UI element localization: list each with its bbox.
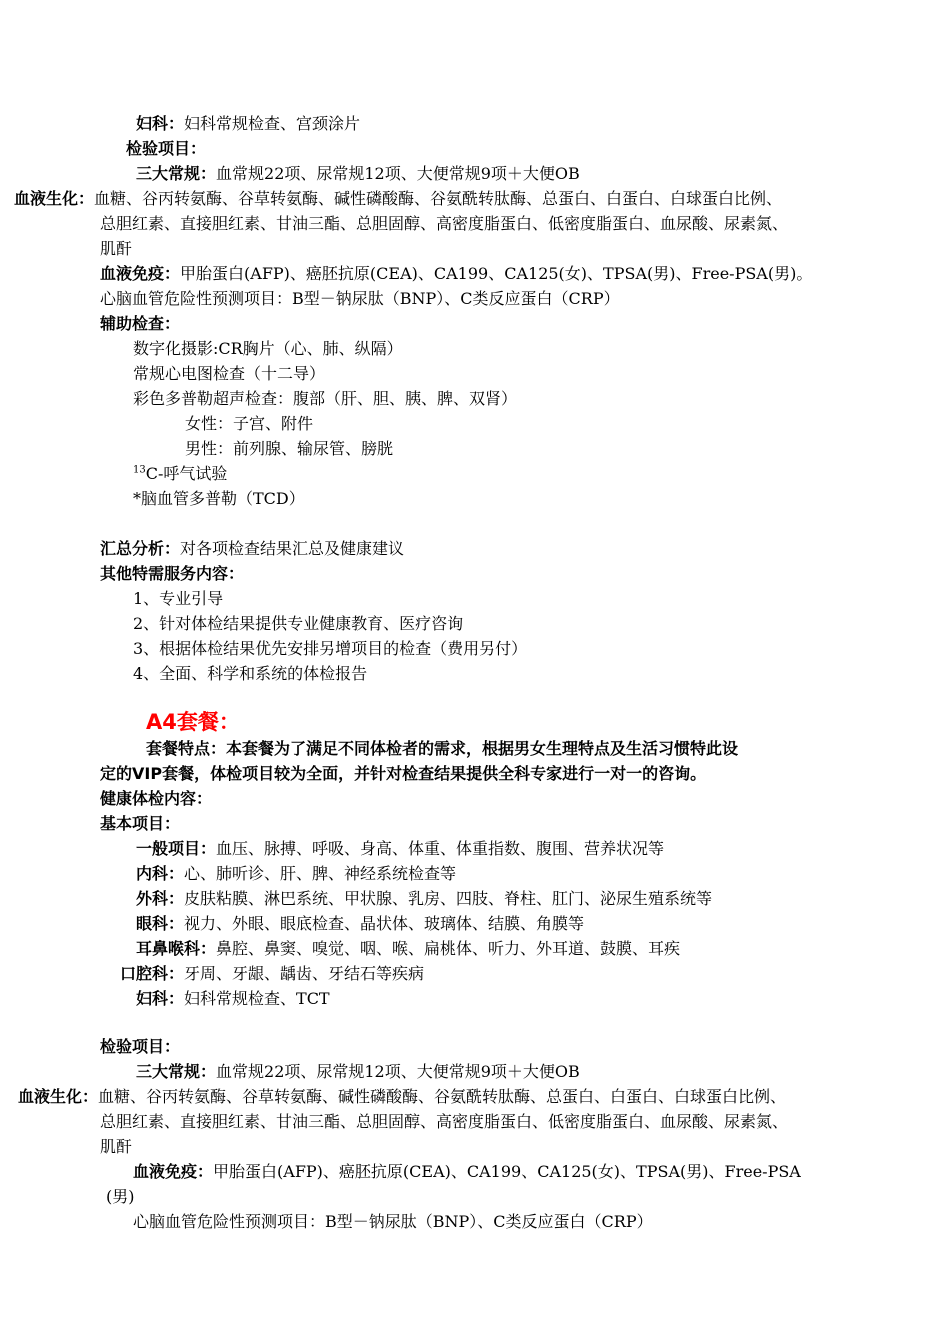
dental-text: 牙周、牙龈、龋齿、牙结石等疾病 [184,964,425,983]
blood-biochem-text-2: 总胆红素、直接胆红素、甘油三酯、总胆固醇、高密度脂蛋白、低密度脂蛋白、血尿酸、尿素氮、 [100,214,789,233]
blood-biochem-line [14,188,782,210]
blood-biochem-text-2-2: 总胆红素、直接胆红素、甘油三酯、总胆固醇、高密度脂蛋白、低密度脂蛋白、血尿酸、尿素氮、 [100,1112,789,1131]
general-text: 血压、脉搏、呼吸、身高、体重、体重指数、腹围、营养状况等 [216,839,665,858]
checkup-contents-heading: 健康体检内容： [100,789,213,808]
aux-exam-heading: 辅助检查： [100,314,181,333]
internal-line [136,863,456,885]
aux-item-ecg: 常规心电图检查（十二导） [133,364,326,383]
cardio-risk-line: 心脑血管危险性预测项目：B型－钠尿肽（BNP）、C类反应蛋白（CRP） [100,289,620,308]
isotope-superscript: 13 [133,464,146,476]
gynecology-label: 妇科： [136,114,185,133]
gynecology-line [136,113,360,135]
eye-label: 眼科： [136,914,185,933]
eye-text: 视力、外眼、眼底检查、晶状体、玻璃体、结膜、角膜等 [184,914,585,933]
aux-item-cr: 数字化摄影:CR胸片（心、肺、纵隔） [133,339,403,358]
routine-tests-text: 血常规22项、尿常规12项、大便常规9项＋大便OB [216,164,580,183]
summary-text: 对各项检查结果汇总及健康建议 [180,539,405,558]
aux-item-male: 男性：前列腺、输尿管、膀胱 [185,439,394,458]
cardio-risk-line-2: 心脑血管危险性预测项目：B型－钠尿肽（BNP）、C类反应蛋白（CRP） [133,1212,653,1231]
internal-label: 内科： [136,864,185,883]
service-item-3: 3、根据体检结果优先安排另增项目的检查（费用另付） [133,639,528,658]
aux-item-breath-test [133,463,227,485]
gynecology-label-2: 妇科： [136,989,185,1008]
lab-tests-heading: 检验项目： [126,139,207,158]
package-feature-2: 定的VIP套餐，体检项目较为全面，并针对检查结果提供全科专家进行一对一的咨询。 [100,764,707,783]
surgery-label: 外科： [136,889,185,908]
internal-text: 心、肺听诊、肝、脾、神经系统检查等 [184,864,457,883]
blood-biochem-line-2 [18,1086,786,1108]
blood-biochem-text-2-1: 血糖、谷丙转氨酶、谷草转氨酶、碱性磷酸酶、谷氨酰转肽酶、总蛋白、白蛋白、白球蛋白比例、 [98,1087,787,1106]
dental-label: 口腔科： [120,964,185,983]
blood-biochem-label-2: 血液生化： [18,1087,99,1106]
package-a4-title: A4套餐： [146,710,240,734]
blood-biochem-text-1: 血糖、谷丙转氨酶、谷草转氨酶、碱性磷酸酶、谷氨酰转肽酶、总蛋白、白蛋白、白球蛋白比例、 [94,189,783,208]
gynecology-text-2: 妇科常规检查、TCT [184,989,330,1008]
routine-tests-label-2: 三大常规： [136,1062,217,1081]
aux-item-tcd: *脑血管多普勒（TCD） [133,489,305,508]
routine-tests-line-2 [136,1061,580,1083]
blood-biochem-text-3: 肌酐 [100,239,133,258]
service-item-4: 4、全面、科学和系统的体检报告 [133,664,368,683]
summary-line [100,538,404,560]
blood-immune-label-2: 血液免疫： [133,1162,214,1181]
ent-label: 耳鼻喉科： [136,939,217,958]
blood-immune-text: 甲胎蛋白(AFP)、癌胚抗原(CEA)、CA199、CA125(女)、TPSA(男)、Free-PSA(男)。 [180,264,813,283]
service-item-1: 1、专业引导 [133,589,224,608]
routine-tests-label: 三大常规： [136,164,217,183]
aux-item-female: 女性：子宫、附件 [185,414,314,433]
blood-immune-line [100,263,812,285]
ent-line [136,938,680,960]
surgery-line [136,888,712,910]
surgery-text: 皮肤粘膜、淋巴系统、甲状腺、乳房、四肢、脊柱、肛门、泌尿生殖系统等 [184,889,713,908]
ent-text: 鼻腔、鼻窦、嗅觉、咽、喉、扁桃体、听力、外耳道、鼓膜、耳疾 [216,939,681,958]
blood-immune-line-2 [133,1161,801,1183]
blood-immune-label: 血液免疫： [100,264,181,283]
routine-tests-line [136,163,580,185]
basic-items-heading: 基本项目： [100,814,181,833]
breath-test-text: C-呼气试验 [145,464,228,483]
general-label: 一般项目： [136,839,217,858]
gynecology-text: 妇科常规检查、宫颈涂片 [184,114,361,133]
aux-item-ultrasound: 彩色多普勒超声检查：腹部（肝、胆、胰、脾、双肾） [133,389,518,408]
blood-biochem-label: 血液生化： [14,189,95,208]
blood-biochem-text-2-3: 肌酐 [100,1137,133,1156]
service-item-2: 2、针对体检结果提供专业健康教育、医疗咨询 [133,614,464,633]
blood-immune-text-2: 甲胎蛋白(AFP)、癌胚抗原(CEA)、CA199、CA125(女)、TPSA(男)、Free-PSA [213,1162,801,1181]
package-feature-1: 套餐特点：本套餐为了满足不同体检者的需求，根据男女生理特点及生活习惯特此设 [146,739,739,758]
special-services-heading: 其他特需服务内容： [100,564,245,583]
summary-label: 汇总分析： [100,539,181,558]
lab-tests-heading-2: 检验项目： [100,1037,181,1056]
eye-line [136,913,584,935]
gynecology-line-2 [136,988,330,1010]
routine-tests-text-2: 血常规22项、尿常规12项、大便常规9项＋大便OB [216,1062,580,1081]
general-line [136,838,664,860]
blood-immune-text-2-cont: (男) [106,1187,135,1206]
dental-line [120,963,424,985]
